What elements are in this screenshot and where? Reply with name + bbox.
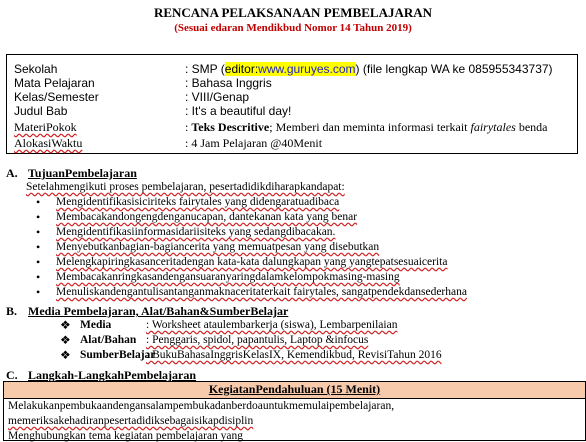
class-label: Kelas/Semester	[14, 90, 99, 104]
section-c-heading: C. Langkah-LangkahPembelajaran	[6, 368, 197, 382]
table-header: KegiatanPendahuluan (15 Menit)	[4, 382, 585, 399]
table-row: Melakukanpembukaandengansalampembukadanberdoauntukmemulaipembelajaran,	[8, 400, 395, 412]
material-value: : Teks Descritive; Memberi dan meminta informasi terkait fairytales benda	[185, 120, 548, 134]
subject-label: Mata Pelajaran	[14, 76, 95, 90]
section-b-heading: B. Media Pembelajaran, Alat/Bahan&SumberBelajar	[6, 304, 289, 318]
table-row: Menghubungkan tema kegiatan pembelajaran yang	[8, 430, 244, 442]
time-label: AlokasiWaktu	[14, 136, 83, 150]
website-link[interactable]: www.guruyes.com	[258, 62, 356, 76]
time-value: : 4 Jam Pelajaran @40Menit	[185, 136, 323, 150]
diamond-bullet-icon: ❖	[60, 318, 71, 332]
activity-table	[3, 381, 586, 441]
editor-highlight: editor:www.guruyes.com	[224, 62, 356, 76]
diamond-bullet-icon: ❖	[60, 333, 71, 347]
chapter-value: : It's a beautiful day!	[185, 104, 292, 118]
section-a-heading: A. TujuanPembelajaran	[6, 166, 137, 180]
material-label: MateriPokok	[14, 120, 77, 134]
chapter-label: Judul Bab	[14, 104, 68, 118]
table-row: memeriksakehadiranpesertadidiksebagaisikapdisiplin	[8, 415, 254, 427]
school-value: : SMP (editor:www.guruyes.com) (file lengkap WA ke 085955343737)	[185, 62, 553, 76]
diamond-bullet-icon: ❖	[60, 348, 71, 362]
class-value: : VIII/Genap	[185, 90, 250, 104]
page-subtitle: (Sesuai edaran Mendikbud Nomor 14 Tahun 2019)	[174, 22, 412, 34]
page-title: RENCANA PELAKSANAAN PEMBELAJARAN	[153, 5, 433, 20]
section-a-intro: Setelahmengikuti proses pembelajaran, pesertadidikdiharapkandapat:	[26, 181, 345, 193]
school-label: Sekolah	[14, 62, 58, 76]
subject-value: : Bahasa Inggris	[185, 76, 272, 90]
